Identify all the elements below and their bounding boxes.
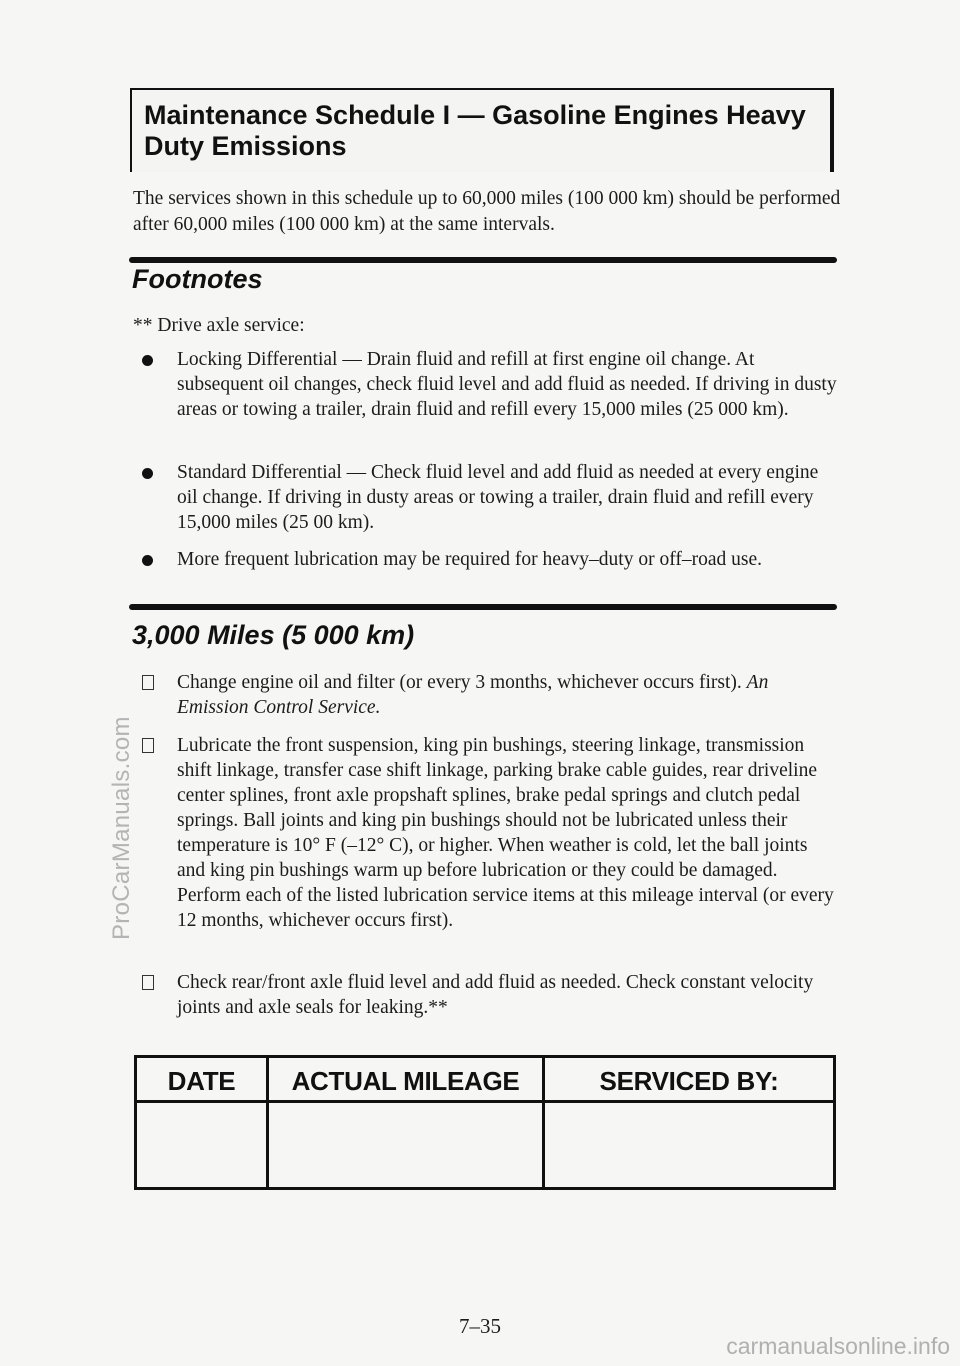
emission-control-note: An Emission Control Service. bbox=[177, 672, 769, 718]
table-column-divider bbox=[266, 1058, 269, 1187]
footnotes-heading: Footnotes bbox=[132, 264, 263, 294]
bullet-icon bbox=[142, 468, 153, 479]
table-column-divider bbox=[542, 1058, 545, 1187]
bottom-watermark: carmanualsonline.info bbox=[726, 1333, 950, 1359]
footnote-bullet-text: Standard Differential — Check fluid level and add fluid as needed at every engine oil change. If driving in dusty areas or towing a trailer, drain fluid and refill every 15,000 miles (25 00 km). bbox=[177, 462, 819, 533]
checkbox-icon bbox=[142, 675, 154, 690]
table-row-divider bbox=[137, 1100, 833, 1103]
footnote-bullet-text: Locking Differential — Drain fluid and refill at first engine oil change. At subsequent oil changes, check fluid level and add fluid as needed. If driving in dusty areas or towing a trailer, drain fluid and refill every 15,000 miles (25 000 km). bbox=[177, 349, 837, 420]
table-header-serviced-by: SERVICED BY: bbox=[599, 1066, 779, 1096]
service-item-text: Lubricate the front suspension, king pin bushings, steering linkage, transmission shift linkage, transfer case shift linkage, parking brake cable guides, rear driveline center splines, front axle propshaft splines, brake pedal springs and clutch pedal springs. Ball joints and king pin bushings should not be lubricated unless their temperature is 10° F (–12° C), or higher. When weather is cold, let the ball joints and king pin bushings warm up before lubrication or they could be damaged. Perform each of the listed lubrication service items at this mileage interval (or every 12 months, whichever occurs first). bbox=[177, 735, 834, 931]
page-title: Maintenance Schedule I — Gasoline Engines Heavy Duty Emissions bbox=[130, 88, 834, 172]
table-header-date: DATE bbox=[167, 1066, 236, 1096]
service-item-text bbox=[177, 670, 839, 720]
footnotes-lead: ** Drive axle service: bbox=[133, 315, 305, 336]
checkbox-icon bbox=[142, 738, 154, 753]
section-divider bbox=[129, 604, 837, 610]
bullet-icon bbox=[142, 555, 153, 566]
service-item-main-text: Change engine oil and filter (or every 3 months, whichever occurs first). bbox=[177, 672, 742, 693]
footnote-bullet-text: More frequent lubrication may be required for heavy–duty or off–road use. bbox=[177, 549, 762, 570]
table-header-actual-mileage: ACTUAL MILEAGE bbox=[291, 1066, 520, 1096]
checkbox-icon bbox=[142, 975, 154, 990]
service-item-text: Check rear/front axle fluid level and add fluid as needed. Check constant velocity joints and axle seals for leaking.** bbox=[177, 972, 814, 1018]
section-divider bbox=[129, 257, 837, 263]
side-watermark: ProCarManuals.com bbox=[108, 716, 135, 940]
interval-heading: 3,000 Miles (5 000 km) bbox=[132, 620, 415, 650]
bullet-icon bbox=[142, 355, 153, 366]
intro-paragraph: The services shown in this schedule up to 60,000 miles (100 000 km) should be performed after 60,000 miles (100 000 km) at the same intervals. bbox=[133, 188, 841, 235]
service-record-table bbox=[134, 1055, 836, 1190]
page-number: 7–35 bbox=[459, 1314, 501, 1338]
